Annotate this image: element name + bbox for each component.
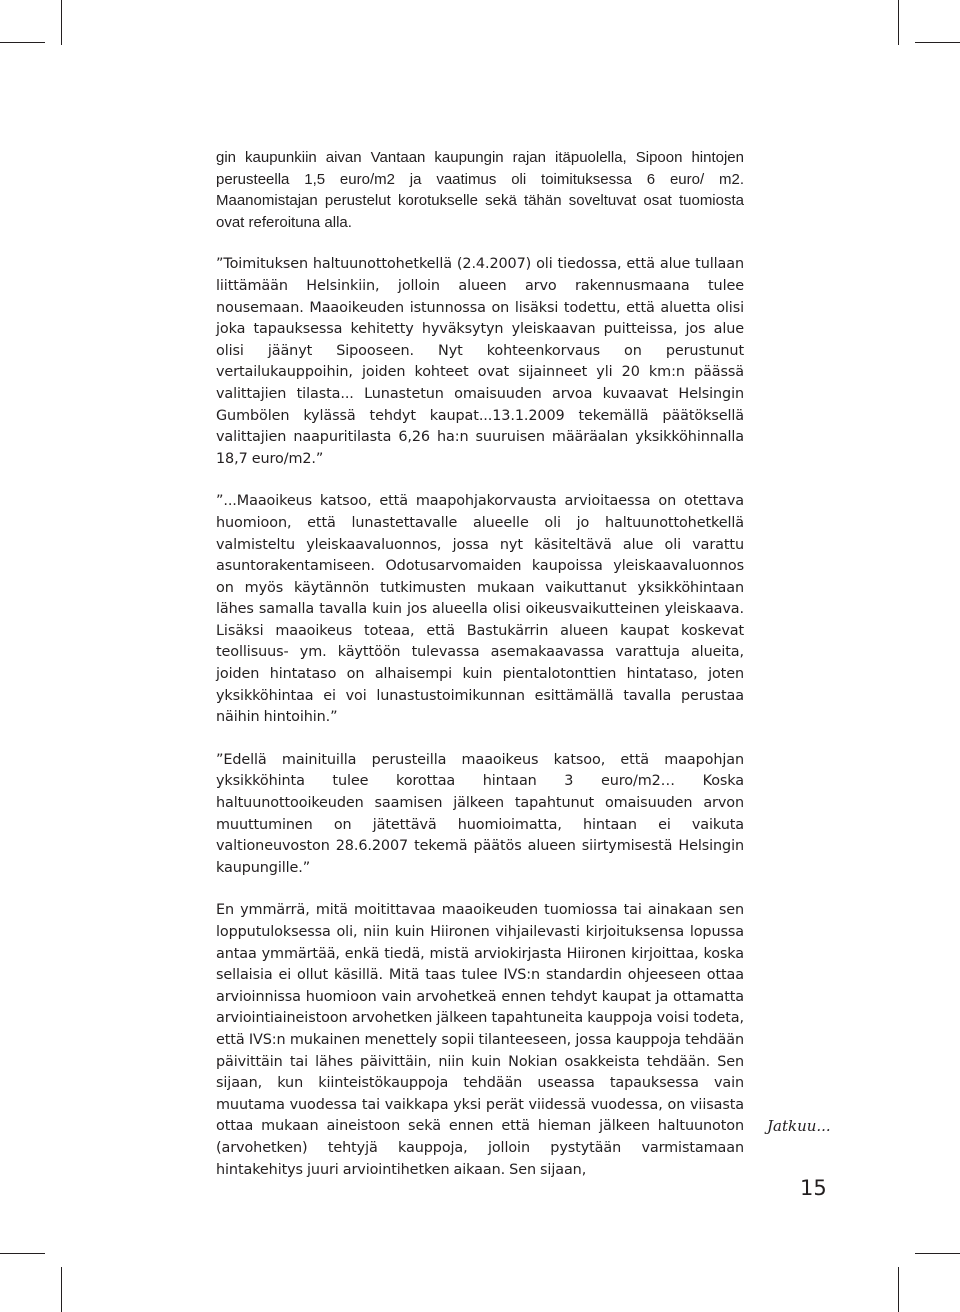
intro-paragraph: gin kaupunkiin aivan Vantaan kaupungin rajan itäpuolella, Sipoon hintojen perusteella 1,5 euro/m2 ja vaatimus oli toimituksessa 6 euro/ m2. Maanomistajan perustelut korotukselle sekä tähän soveltuvat osat tuomiosta ovat referoituna alla. [216, 149, 744, 231]
crop-mark-bottom-left-horizontal [0, 1253, 45, 1254]
crop-mark-top-left-vertical [61, 0, 62, 45]
continued-label: Jatkuu... [767, 1117, 831, 1135]
page-body [216, 147, 744, 1181]
crop-mark-bottom-right-horizontal [915, 1253, 960, 1254]
crop-mark-top-right-horizontal [915, 42, 960, 43]
author-commentary-paragraph: En ymmärrä, mitä moitittavaa maaoikeuden tuomiossa tai ainakaan sen lopputuloksessa oli, niin kuin Hiironen vihjailevasti kirjoituksensa lopussa antaa ymmärtää, enkä tiedä, mistä arviokirjasta Hiironen kirjoittaa, koska sellaisia ei ollut käsillä. Mitä taas tulee IVS:n standardin ohjeeseen ottaa arvioinnissa huomioon vain arvohetkeä ennen tehdyt kaupat ja ottamatta arviointiaineistoon arvohetken jälkeen tapahtuneita kauppoja voisi todeta, että IVS:n mukainen menettely sopii tilanteeseen, jossa kauppoja tehdään päivittäin tai lähes päivittäin, niin kuin Nokian osakkeista tehdään. Sen sijaan, kun kiinteistökauppoja tehdään useassa tapauksessa vain muutama vuodessa tai vaikkapa yksi perät viidessä vuodessa, on viisasta ottaa mukaan aineistoon sekä ennen että hieman jälkeen haltuunoton (arvohetken) tehtyjä kauppoja, jolloin pystytään varmistamaan hintakehitys juuri arviointihetken aikaan. Sen sijaan, [216, 902, 744, 1178]
crop-mark-top-right-vertical [898, 0, 899, 45]
page-number: 15 [800, 1176, 827, 1200]
crop-mark-top-left-horizontal [0, 42, 45, 43]
quote-paragraph-1: ”Toimituksen haltuunottohetkellä (2.4.2007) oli tiedossa, että alue tullaan liittämään Helsinkiin, jolloin alueen arvo rakennusmaana tulee nousemaan. Maaoikeuden istunnossa on lisäksi todettu, että aluetta olisi joka tapauksessa kehitetty hyväksytyn yleiskaavan puitteissa, jos alue olisi jäänyt Sipooseen. Nyt kohteenkorvaus on perustunut vertailukauppoihin, joiden kohteet ovat sijainneet yli 20 km:n päässä valittajien tilasta... Lunastetun omaisuuden arvoa kuvaavat Helsingin Gumbölen kylässä tehdyt kaupat...13.1.2009 tekemällä päätöksellä valittajien naapuritilasta 6,26 ha:n suuruisen määräalan yksikköhinnalla 18,7 euro/m2.” [216, 256, 744, 467]
crop-mark-bottom-left-vertical [61, 1267, 62, 1312]
quote-paragraph-3: ”Edellä mainituilla perusteilla maaoikeus katsoo, että maapohjan yksikköhinta tulee korottaa hintaan 3 euro/m2… Koska haltuunottooikeuden saamisen jälkeen tapahtunut omaisuuden arvon muuttuminen on jätettävä huomioimatta, hintaan ei vaikuta valtioneuvoston 28.6.2007 tekemä päätös alueen siirtymisestä Helsingin kaupungille.” [216, 751, 744, 876]
quote-paragraph-2: ”...Maaoikeus katsoo, että maapohjakorvausta arvioitaessa on otettava huomioon, että lunastettavalle alueelle oli jo haltuunottohetkellä valmisteltu yleiskaavaluonnos, jossa nyt käsiteltävä alue oli varattu asuntorakentamiseen. Odotusarvomaiden kaupoissa yleiskaavaluonnos on myös käytännön tutkimusten mukaan vaikuttanut yksikköhintaan lähes samalla tavalla kuin jos alueella olisi oikeusvaikutteinen yleiskaava. Lisäksi maaoikeus toteaa, että Bastukärrin alueen kaupat koskevat teollisuus- ym. käyttöön tulevassa asemakaavassa varattuja alueita, joiden hintataso on alhaisempi kuin pientalotonttien hintataso, joten yksikköhintaa ei voi lunastustoimikunnan esittämällä tavalla perustaa näihin hintoihin.” [216, 493, 744, 726]
crop-mark-bottom-right-vertical [898, 1267, 899, 1312]
